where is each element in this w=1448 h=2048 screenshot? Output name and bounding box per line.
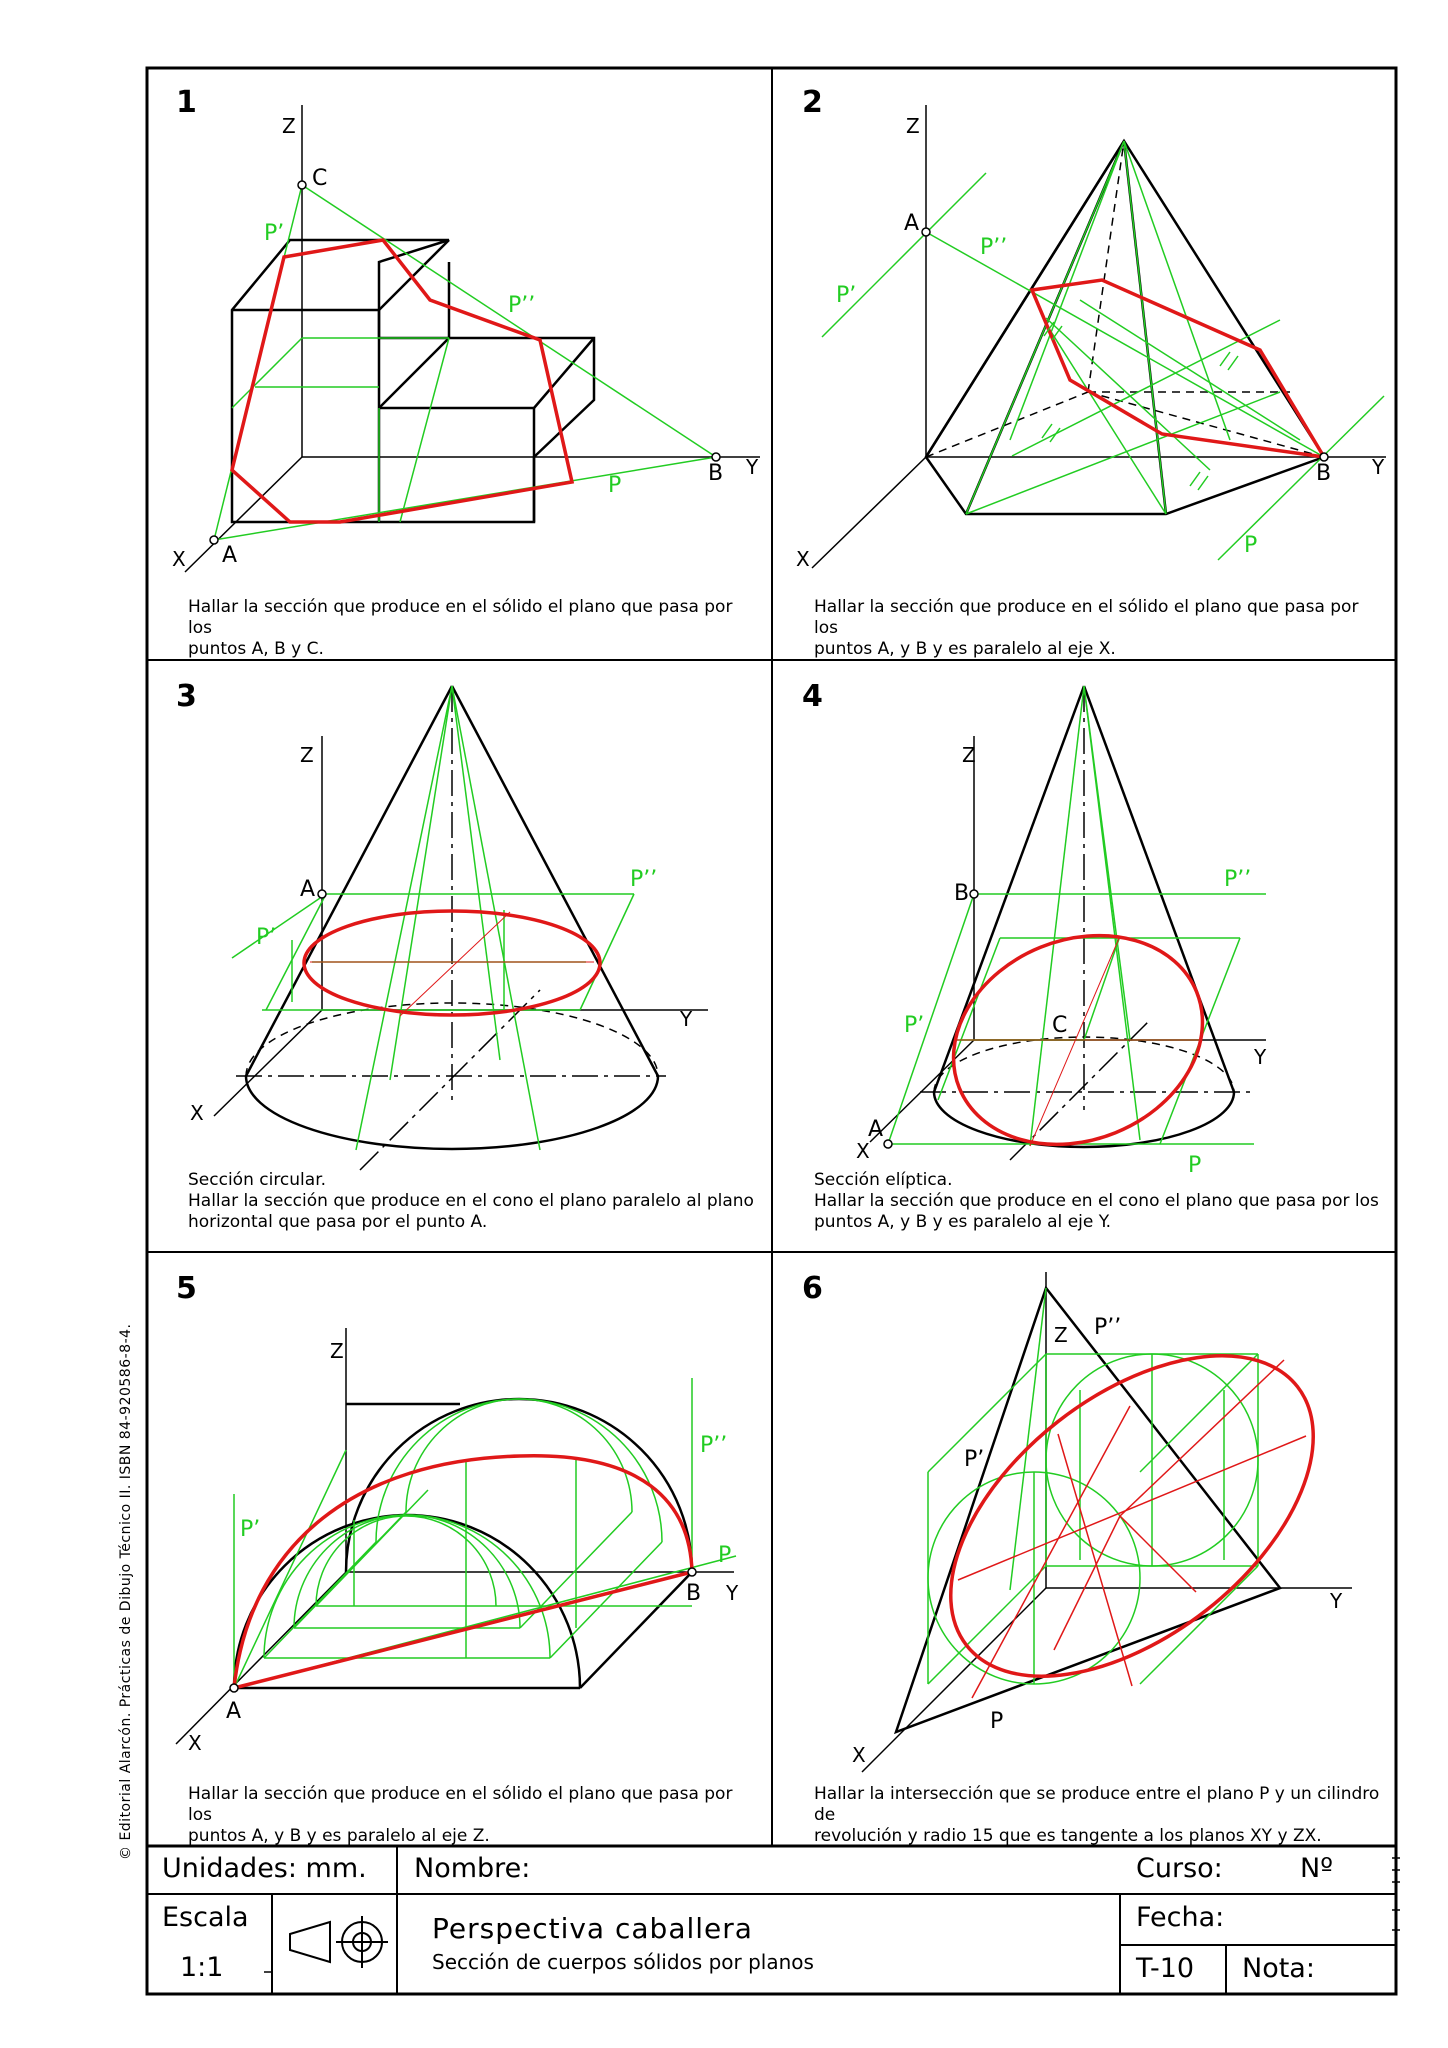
task-text-1: Hallar la sección que produce en el sólido el plano que pasa por los puntos A, B y C. bbox=[188, 597, 733, 659]
figure-1 bbox=[185, 105, 760, 572]
label-x-6: X bbox=[852, 1743, 866, 1767]
label-b-1: B bbox=[708, 461, 724, 486]
label-c-4: C bbox=[1052, 1013, 1068, 1038]
label-b-5: B bbox=[686, 1581, 702, 1606]
section-ellipse-6 bbox=[893, 1292, 1372, 1740]
point-a bbox=[210, 536, 218, 544]
section-axes-6 bbox=[958, 1360, 1306, 1698]
label-p1-5: P’ bbox=[240, 1517, 261, 1542]
label-p-2: P bbox=[1244, 533, 1258, 558]
axes-6 bbox=[862, 1272, 1352, 1772]
label-x-1: X bbox=[172, 547, 186, 571]
label-x-2: X bbox=[796, 547, 810, 571]
construction-lines-1 bbox=[214, 185, 716, 540]
figure-6 bbox=[862, 1272, 1371, 1772]
panel-number-4: 4 bbox=[802, 679, 823, 714]
label-p2-1: P’’ bbox=[508, 293, 536, 318]
label-a-3: A bbox=[300, 877, 316, 902]
point-a-3 bbox=[318, 890, 326, 898]
label-p1-6: P’ bbox=[964, 1447, 985, 1472]
label-y-2: Y bbox=[1372, 455, 1385, 479]
section-diameters-4 bbox=[956, 936, 1200, 1146]
label-y-6: Y bbox=[1330, 1589, 1343, 1613]
label-b-2: B bbox=[1316, 461, 1332, 486]
task-text-3: Sección circular. Hallar la sección que produce en el cono el plano paralelo al plano horizontal que pasa por el punto A. bbox=[188, 1170, 754, 1232]
label-z-3: Z bbox=[300, 743, 314, 767]
name-label: Nombre: bbox=[414, 1853, 531, 1884]
label-p2-6: P’’ bbox=[1094, 1315, 1122, 1340]
grade-label: Nota: bbox=[1242, 1953, 1315, 1984]
panel-number-3: 3 bbox=[176, 679, 197, 714]
section-polygon-2 bbox=[1032, 280, 1324, 457]
task-text-4: Sección elíptica. Hallar la sección que produce en el cono el plano que pasa por los puntos A, y B y es paralelo al eje Y. bbox=[814, 1170, 1379, 1232]
label-z-1: Z bbox=[282, 114, 296, 138]
label-p1-2: P’ bbox=[836, 283, 857, 308]
panel-number-5: 5 bbox=[176, 1271, 197, 1306]
point-b-5 bbox=[688, 1568, 696, 1576]
point-b-2 bbox=[1320, 453, 1328, 461]
label-p-4: P bbox=[1188, 1153, 1202, 1178]
date-label: Fecha: bbox=[1136, 1902, 1225, 1933]
point-a-4 bbox=[884, 1140, 892, 1148]
copyright-text: © Editorial Alarcón. Prácticas de Dibujo Técnico II. ISBN 84-920586-8-4. bbox=[118, 1323, 134, 1860]
label-b-4: B bbox=[954, 881, 970, 906]
label-a-2: A bbox=[904, 211, 920, 236]
hidden-edges-2 bbox=[926, 141, 1324, 457]
task-text-2: Hallar la sección que produce en el sólido el plano que pasa por los puntos A, y B y es paralelo al eje X. bbox=[814, 597, 1359, 659]
course-label: Curso: bbox=[1136, 1853, 1223, 1884]
point-a-2 bbox=[922, 228, 930, 236]
label-a-1: A bbox=[222, 543, 238, 568]
label-p1-4: P’ bbox=[904, 1013, 925, 1038]
label-y-1: Y bbox=[746, 455, 759, 479]
construction-lines-4 bbox=[888, 686, 1266, 1146]
figure-3 bbox=[214, 686, 708, 1170]
label-p-5: P bbox=[718, 1543, 732, 1568]
label-p-6: P bbox=[990, 1709, 1004, 1734]
axes-2 bbox=[812, 105, 1386, 568]
label-p2-2: P’’ bbox=[980, 235, 1008, 260]
label-x-4: X bbox=[856, 1139, 870, 1163]
label-p2-4: P’’ bbox=[1224, 867, 1252, 892]
sheet-subtitle: Sección de cuerpos sólidos por planos bbox=[432, 1950, 814, 1974]
label-p-1: P bbox=[608, 473, 622, 498]
label-y-5: Y bbox=[726, 1581, 739, 1605]
label-z-2: Z bbox=[906, 114, 920, 138]
label-z-6: Z bbox=[1054, 1323, 1068, 1347]
scale-value: 1:1 bbox=[180, 1952, 224, 1983]
point-b bbox=[712, 453, 720, 461]
label-y-4: Y bbox=[1254, 1045, 1267, 1069]
point-c bbox=[298, 181, 306, 189]
number-label: Nº bbox=[1300, 1853, 1333, 1884]
point-a-5 bbox=[230, 1684, 238, 1692]
figure-4 bbox=[870, 686, 1266, 1181]
section-polygon-1 bbox=[232, 240, 572, 522]
label-p2-5: P’’ bbox=[700, 1433, 728, 1458]
cone-base-front-4 bbox=[934, 1092, 1234, 1147]
point-b-4 bbox=[970, 890, 978, 898]
label-z-5: Z bbox=[330, 1339, 344, 1363]
units-label: Unidades: mm. bbox=[162, 1853, 367, 1884]
panel-number-1: 1 bbox=[176, 85, 197, 120]
label-p2-3: P’’ bbox=[630, 867, 658, 892]
construction-lines-2 bbox=[822, 141, 1384, 560]
task-text-6: Hallar la intersección que se produce entre el plano P y un cilindro de revolución y radio 15 que es tangente a los planos XY y ZX. bbox=[814, 1784, 1380, 1846]
section-chord-5 bbox=[234, 1572, 692, 1688]
panel-number-6: 6 bbox=[802, 1271, 823, 1306]
prism-outline bbox=[232, 240, 594, 522]
label-p1-1: P’ bbox=[264, 221, 285, 246]
label-c-1: C bbox=[312, 166, 328, 191]
sheet-title: Perspectiva caballera bbox=[432, 1912, 753, 1945]
task-text-5: Hallar la sección que produce en el sólido el plano que pasa por los puntos A, y B y es paralelo al eje Z. bbox=[188, 1784, 733, 1846]
label-y-3: Y bbox=[680, 1007, 693, 1031]
figure-2 bbox=[812, 105, 1386, 568]
panel-number-2: 2 bbox=[802, 85, 823, 120]
label-a-5: A bbox=[226, 1699, 242, 1724]
projection-symbol-icon bbox=[290, 1916, 388, 1968]
label-x-5: X bbox=[188, 1731, 202, 1755]
label-x-3: X bbox=[190, 1101, 204, 1125]
label-a-4: A bbox=[868, 1117, 884, 1142]
sheet-code: T-10 bbox=[1136, 1953, 1195, 1984]
label-p1-3: P’ bbox=[256, 925, 277, 950]
scale-label: Escala bbox=[162, 1902, 249, 1933]
axes-3 bbox=[214, 736, 708, 1116]
label-z-4: Z bbox=[962, 743, 976, 767]
